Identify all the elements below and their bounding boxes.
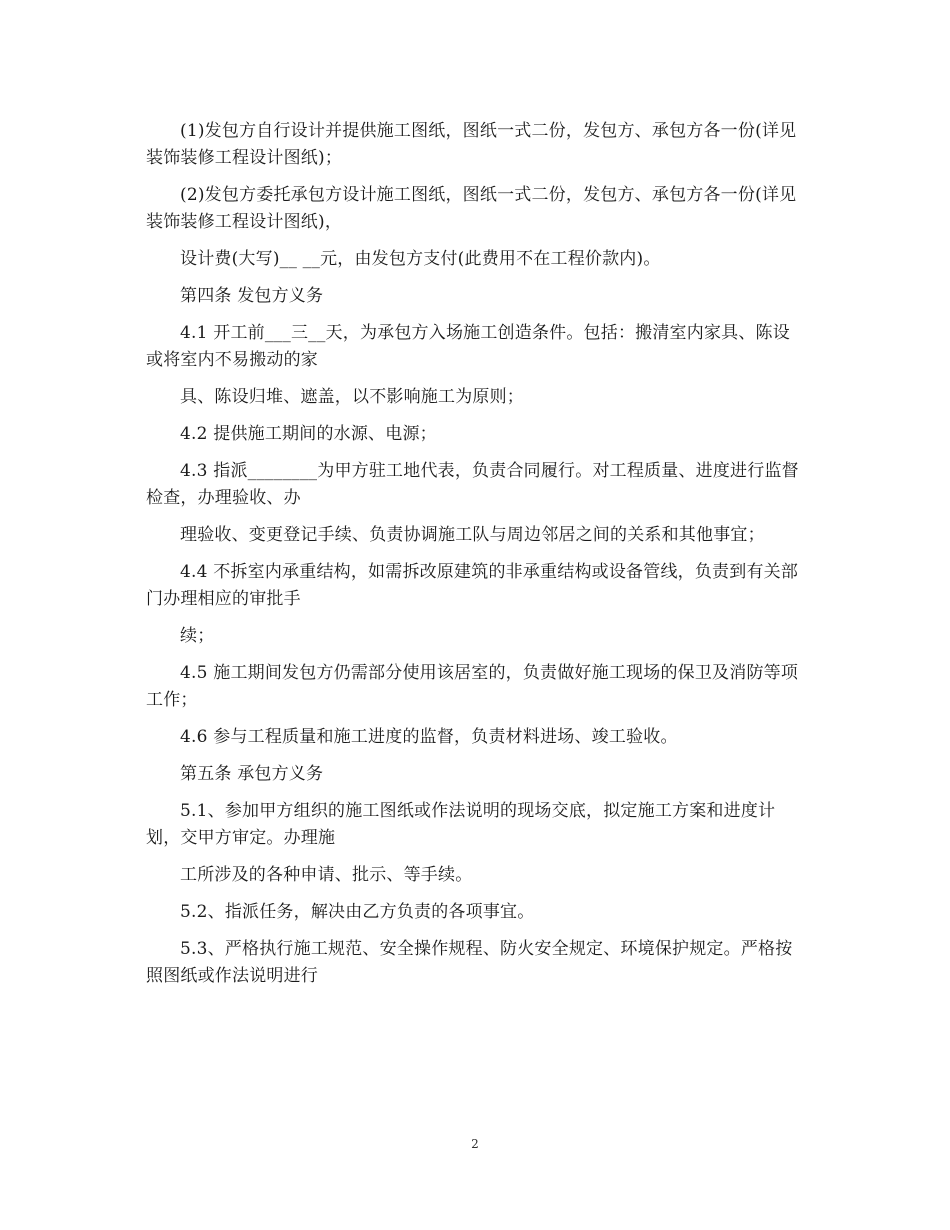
paragraph-5-1: 5.1、参加甲方组织的施工图纸或作法说明的现场交底，拟定施工方案和进度计划，交甲方审定。办理施 — [146, 801, 776, 848]
paragraph-4-2: 4.2 提供施工期间的水源、电源； — [180, 424, 437, 444]
paragraph-5-2: 5.2、指派任务，解决由乙方负责的各项事宜。 — [180, 902, 535, 922]
heading-article-4: 第四条 发包方义务 — [180, 286, 324, 306]
page-number: 2 — [471, 1137, 479, 1151]
paragraph-4-6: 4.6 参与工程质量和施工进度的监督，负责材料进场、竣工验收。 — [180, 727, 678, 747]
paragraph-4-3-cont: 理验收、变更登记手续、负责协调施工队与周边邻居之间的关系和其他事宜； — [180, 525, 765, 545]
paragraph-4-4-cont: 续； — [180, 626, 215, 646]
paragraph-design-option-2: (2)发包方委托承包方设计施工图纸，图纸一式二份，发包方、承包方各一份(详见装饰装修工程设计图纸)， — [146, 185, 797, 232]
paragraph-4-5: 4.5 施工期间发包方仍需部分使用该居室的，负责做好施工现场的保卫及消防等项工作； — [146, 663, 799, 710]
heading-article-5: 第五条 承包方义务 — [180, 764, 324, 784]
paragraph-design-option-1: (1)发包方自行设计并提供施工图纸，图纸一式二份，发包方、承包方各一份(详见装饰装修工程设计图纸)； — [146, 121, 797, 168]
paragraph-4-3: 4.3 指派________为甲方驻工地代表，负责合同履行。对工程质量、进度进行监督检查，办理验收、办 — [146, 461, 799, 508]
paragraph-4-1-cont: 具、陈设归堆、遮盖，以不影响施工为原则； — [180, 387, 524, 407]
paragraph-5-3: 5.3、严格执行施工规范、安全操作规程、防火安全规定、环境保护规定。严格按照图纸或作法说明进行 — [146, 939, 793, 986]
paragraph-4-1: 4.1 开工前___三__天，为承包方入场施工创造条件。包括：搬清室内家具、陈设或将室内不易搬动的家 — [146, 323, 790, 370]
paragraph-design-fee: 设计费(大写)__ __元，由发包方支付(此费用不在工程价款内)。 — [180, 249, 661, 269]
paragraph-4-4: 4.4 不拆室内承重结构，如需拆改原建筑的非承重结构或设备管线，负责到有关部门办理相应的审批手 — [146, 562, 799, 609]
paragraph-5-1-cont: 工所涉及的各种申请、批示、等手续。 — [180, 865, 473, 885]
document-body — [146, 118, 806, 1000]
